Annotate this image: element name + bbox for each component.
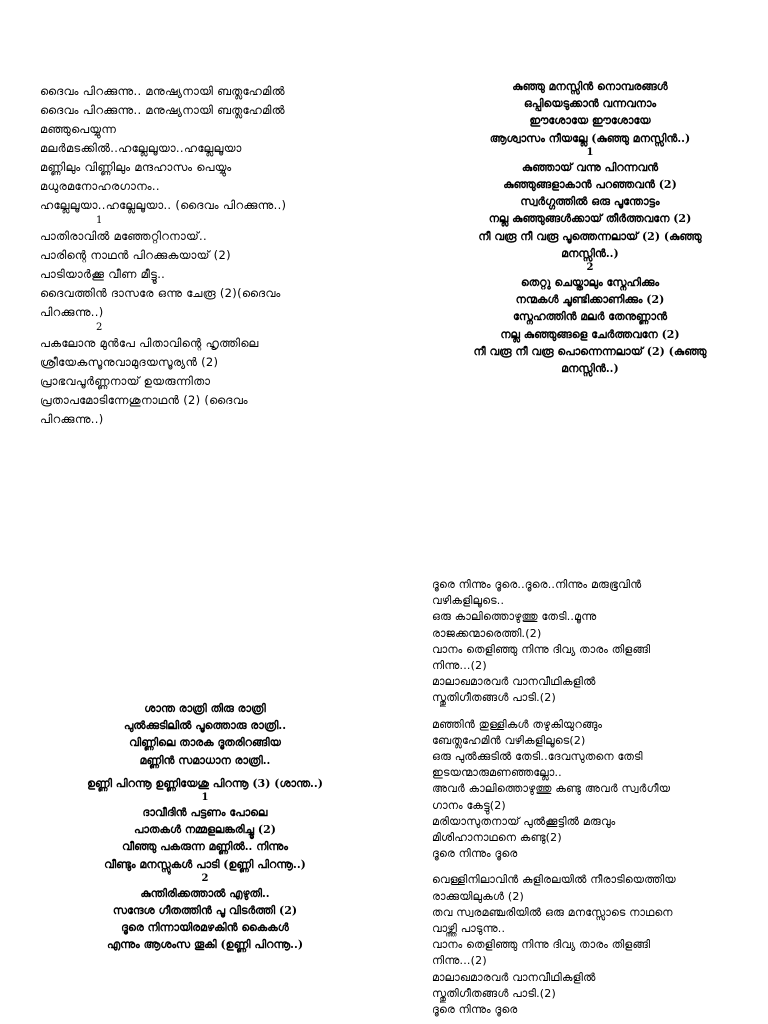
stanza-1	[432, 577, 752, 707]
lyric-line: ഇടയന്മാരുമണഞ്ഞല്ലോ..	[432, 766, 562, 780]
spacer	[432, 707, 752, 717]
lyric-line: സ്തുതിഗീതങ്ങൾ പാടി.(2)	[432, 691, 556, 705]
lyric-line: കുഞ്ഞുങ്ങളാകാൻ പറഞ്ഞവൻ (2)	[503, 178, 677, 192]
lyric-line: വെള്ളിനിലാവിൻ കുളിരലയിൽ നീരാടിയെത്തിയ	[432, 873, 676, 887]
lyric-line: ബേത്ലഹേമിൻ വഴികളിലൂടെ(2)	[432, 733, 586, 747]
lyric-line: സ്തുതിഗീതങ്ങൾ പാടി.(2)	[432, 986, 556, 1000]
lyric-line: പിറക്കുന്നു..)	[40, 412, 104, 426]
lyric-line: മനസ്സിൻ..)	[561, 246, 619, 260]
lyric-line: വഴികളിലൂടെ..	[432, 594, 505, 608]
lyric-line: പ്രതാപമോടിന്നേശുനാഥൻ (2) (ദൈവം	[40, 393, 248, 407]
verse-1	[40, 227, 380, 322]
lyric-line: പകലോനു മുൻപേ പിതാവിന്റെ ഹൃത്തിലെ	[40, 336, 259, 350]
stanza-2	[432, 717, 752, 863]
lyric-line: വാനം തെളിഞ്ഞു നിന്നു ദിവ്യ താരം തിളങ്ങി	[432, 642, 651, 656]
lyric-line: ദൈവം പിറക്കുന്നു.. മനുഷ്യനായി ബത്ലഹേമിൽ	[40, 103, 285, 117]
lyric-line: നീ വരൂ നീ വരൂ പൂത്തെന്നലായ് (2) (കുഞ്ഞു	[478, 229, 702, 243]
lyric-line: മഞ്ഞുപെയ്യുന്ന	[40, 122, 117, 136]
lyric-line: നല്ല കുഞ്ഞുങ്ങളെ ചേർത്തവനേ (2)	[500, 327, 680, 341]
lyric-line: ദാവീദിൻ പട്ടണം പോലെ	[142, 806, 268, 820]
verse-number: 2	[201, 872, 209, 884]
lyric-line: എന്നും ആശംസ തൂകി (ഉണ്ണി പിറന്നൂ..)	[106, 938, 304, 952]
lyric-line: രാജക്കന്മാരെത്തി.(2)	[432, 626, 542, 640]
lyric-line: ഒരു കാലിത്തൊഴുത്തു തേടി..മൂന്നു	[432, 610, 597, 624]
stanza-3	[432, 872, 752, 1018]
chorus	[30, 700, 380, 769]
lyric-line: മരിയാസുതനായ് പുൽക്കൂട്ടിൽ മരുവും	[432, 814, 616, 828]
verse-number: 1	[201, 792, 209, 804]
lyric-line: മണ്ണിൻ സമാധാന രാത്രി..	[139, 753, 271, 767]
lyric-line: നീ വരൂ നീ വരൂ പൊന്നെന്നലായ് (2) (കുഞ്ഞു	[473, 344, 707, 358]
lyric-line: ഗാനം കേട്ടു(2)	[432, 798, 506, 812]
lyric-line: തവ സ്വരമഞ്ചരിയിൽ ഒരു മനസ്സോടെ നാഥനെ	[432, 905, 673, 919]
chorus	[440, 78, 740, 147]
lyric-line: ദൈവം പിറക്കുന്നു.. മനുഷ്യനായി ബത്ലഹേമിൽ	[40, 84, 285, 98]
lyric-line: നിന്നു...(2)	[432, 659, 487, 673]
lyric-line: വാനം തെളിഞ്ഞു നിന്നു ദിവ്യ താരം തിളങ്ങി	[432, 938, 651, 952]
lyric-line: കുന്തിരിക്കത്താൽ എഴുതി..	[140, 886, 270, 900]
lyric-line: ദൂരെ നിന്നും ദൂരെ	[432, 847, 518, 861]
refrain-line: ഉണ്ണി പിറന്നൂ ഉണ്ണിയേശു പിറന്നൂ (3) (ശാന്ത..)	[87, 776, 323, 790]
verse-number: 2	[96, 322, 103, 333]
verse-1	[30, 804, 380, 873]
song-top-right	[440, 78, 740, 377]
lyric-line: മാലാഖമാരവർ വാനവീഥികളിൽ	[432, 675, 596, 689]
lyric-line: പ്രാഭവപൂർണ്ണനായ് ഉയരുന്നിതാ	[40, 374, 211, 388]
lyric-line: വിണ്ണിലെ താരക ദൂതരിറങ്ങിയ	[129, 736, 281, 750]
lyric-line: സ്വർഗ്ഗത്തിൽ ഒരു പൂന്തോട്ടം	[520, 195, 660, 209]
lyric-line: ഒപ്പിയെടുക്കാൻ വന്നവനാം	[523, 97, 657, 111]
lyric-line: സന്ദേശ ഗീതത്തിൻ പൂ വിടർത്തി (2)	[112, 904, 298, 918]
lyric-line: ഒരു പുൽക്കുടിൽ തേടി..ദേവസുതനെ തേടി	[432, 750, 643, 764]
lyric-line: പാടിയാർക്കൂ വീണ മീട്ടൂ..	[40, 267, 166, 281]
lyric-line: ദൂരെ നിന്നും ദൂരെ..ദൂരെ..നിന്നും മരുഭൂവിൻ	[432, 578, 642, 591]
verse-2	[440, 274, 740, 377]
lyric-line: വീഞ്ഞു പകരുന്ന മണ്ണിൽ.. നിന്നും	[122, 840, 288, 854]
lyric-line: തെറ്റു ചെയ്താലും സ്നേഹിക്കും	[520, 276, 660, 290]
lyric-line: ദൈവത്തിൻ ദാസരേ ഒന്നു ചേരൂ (2)(ദൈവം	[40, 286, 281, 300]
lyric-line: മഞ്ഞിൻ തുള്ളികൾ തഴുകിയുറങ്ങും	[432, 717, 603, 731]
lyric-line: പിറക്കുന്നു..)	[40, 305, 104, 319]
lyric-line: മനസ്സിൻ..)	[561, 362, 619, 376]
lyric-line: ദൂരെ നിന്നായിരമഴകിൻ കൈകൾ	[121, 921, 289, 935]
lyric-line: ദൂരെ നിന്നും ദൂരെ	[432, 1003, 518, 1017]
lyric-line: പുൽക്കുടിലിൽ പൂത്തൊരു രാത്രി..	[123, 719, 287, 733]
lyric-line: ആശ്വാസം നീയല്ലേ (കുഞ്ഞു മനസ്സിൻ..)	[489, 131, 691, 145]
lyric-line: ശ്രീയേകസൂനുവാമുദയസൂര്യൻ (2)	[40, 355, 219, 369]
lyric-line: പാരിന്റെ നാഥൻ പിറക്കുകയായ് (2)	[40, 248, 231, 262]
lyric-line: മലർമടക്കിൽ..ഹല്ലേലൂയാ..ഹല്ലേലൂയാ	[40, 141, 242, 155]
lyric-line: നല്ല കുഞ്ഞുങ്ങൾക്കായ് തീർത്തവനേ (2)	[488, 212, 692, 226]
verse-2	[30, 885, 380, 954]
song-bottom-right	[432, 577, 752, 1018]
lyric-line: വീണ്ടും മനസ്സുകൾ പാടി (ഉണ്ണി പിറന്നൂ..)	[104, 857, 306, 871]
verse-number: 1	[96, 215, 103, 226]
song-bottom-left	[30, 700, 380, 954]
lyric-line: ഹല്ലേലൂയാ..ഹല്ലേലൂയാ.. (ദൈവം പിറക്കുന്നു..)	[40, 198, 287, 212]
lyric-line: കുഞ്ഞു മനസ്സിൻ നൊമ്പരങ്ങൾ	[512, 80, 668, 93]
lyric-line: മാലാഖമാരവർ വാനവീഥികളിൽ	[432, 970, 596, 984]
verse-1	[440, 159, 740, 262]
lyric-line: കുഞ്ഞായ് വന്നു പിറന്നവൻ	[521, 160, 659, 174]
lyric-line: പാതിരാവിൽ മഞ്ഞേറ്റിറനായ്..	[40, 229, 207, 243]
song-top-left	[40, 82, 380, 429]
lyric-line: പാതകൾ നമ്മളലങ്കരിച്ചൂ (2)	[134, 823, 276, 837]
lyric-line: മധുരമനോഹരഗാനം..	[40, 179, 160, 193]
lyric-line: നിന്നു...(2)	[432, 954, 487, 968]
lyric-line: വാഴ്ത്തി പാടുന്നു..	[432, 922, 506, 936]
lyric-line: മണ്ണിലും വിണ്ണിലും മന്ദഹാസം പെയ്യും	[40, 160, 232, 174]
lyric-line: ഈശോയേ ഈശോയേ	[529, 114, 651, 128]
verse-2	[40, 334, 380, 429]
lyric-line: സ്നേഹത്തിൻ മലർ തേനുണ്ണാൻ	[512, 310, 667, 324]
spacer	[432, 862, 752, 872]
lyric-line: മിശിഹാനാഥനെ കണ്ടു(2)	[432, 831, 562, 845]
chorus	[40, 82, 380, 215]
lyric-line: അവർ കാലിത്തൊഴുത്തു കണ്ടു അവർ സ്വർഗീയ	[432, 782, 671, 796]
verse-number: 2	[586, 262, 594, 274]
verse-number: 1	[586, 146, 594, 158]
lyric-line: ശാന്ത രാത്രി തിരു രാത്രി	[144, 702, 266, 715]
lyric-line: നന്മകൾ ചൂണ്ടിക്കാണിക്കും (2)	[515, 293, 665, 307]
lyric-line: രാക്കുയിലുകൾ (2)	[432, 889, 525, 903]
